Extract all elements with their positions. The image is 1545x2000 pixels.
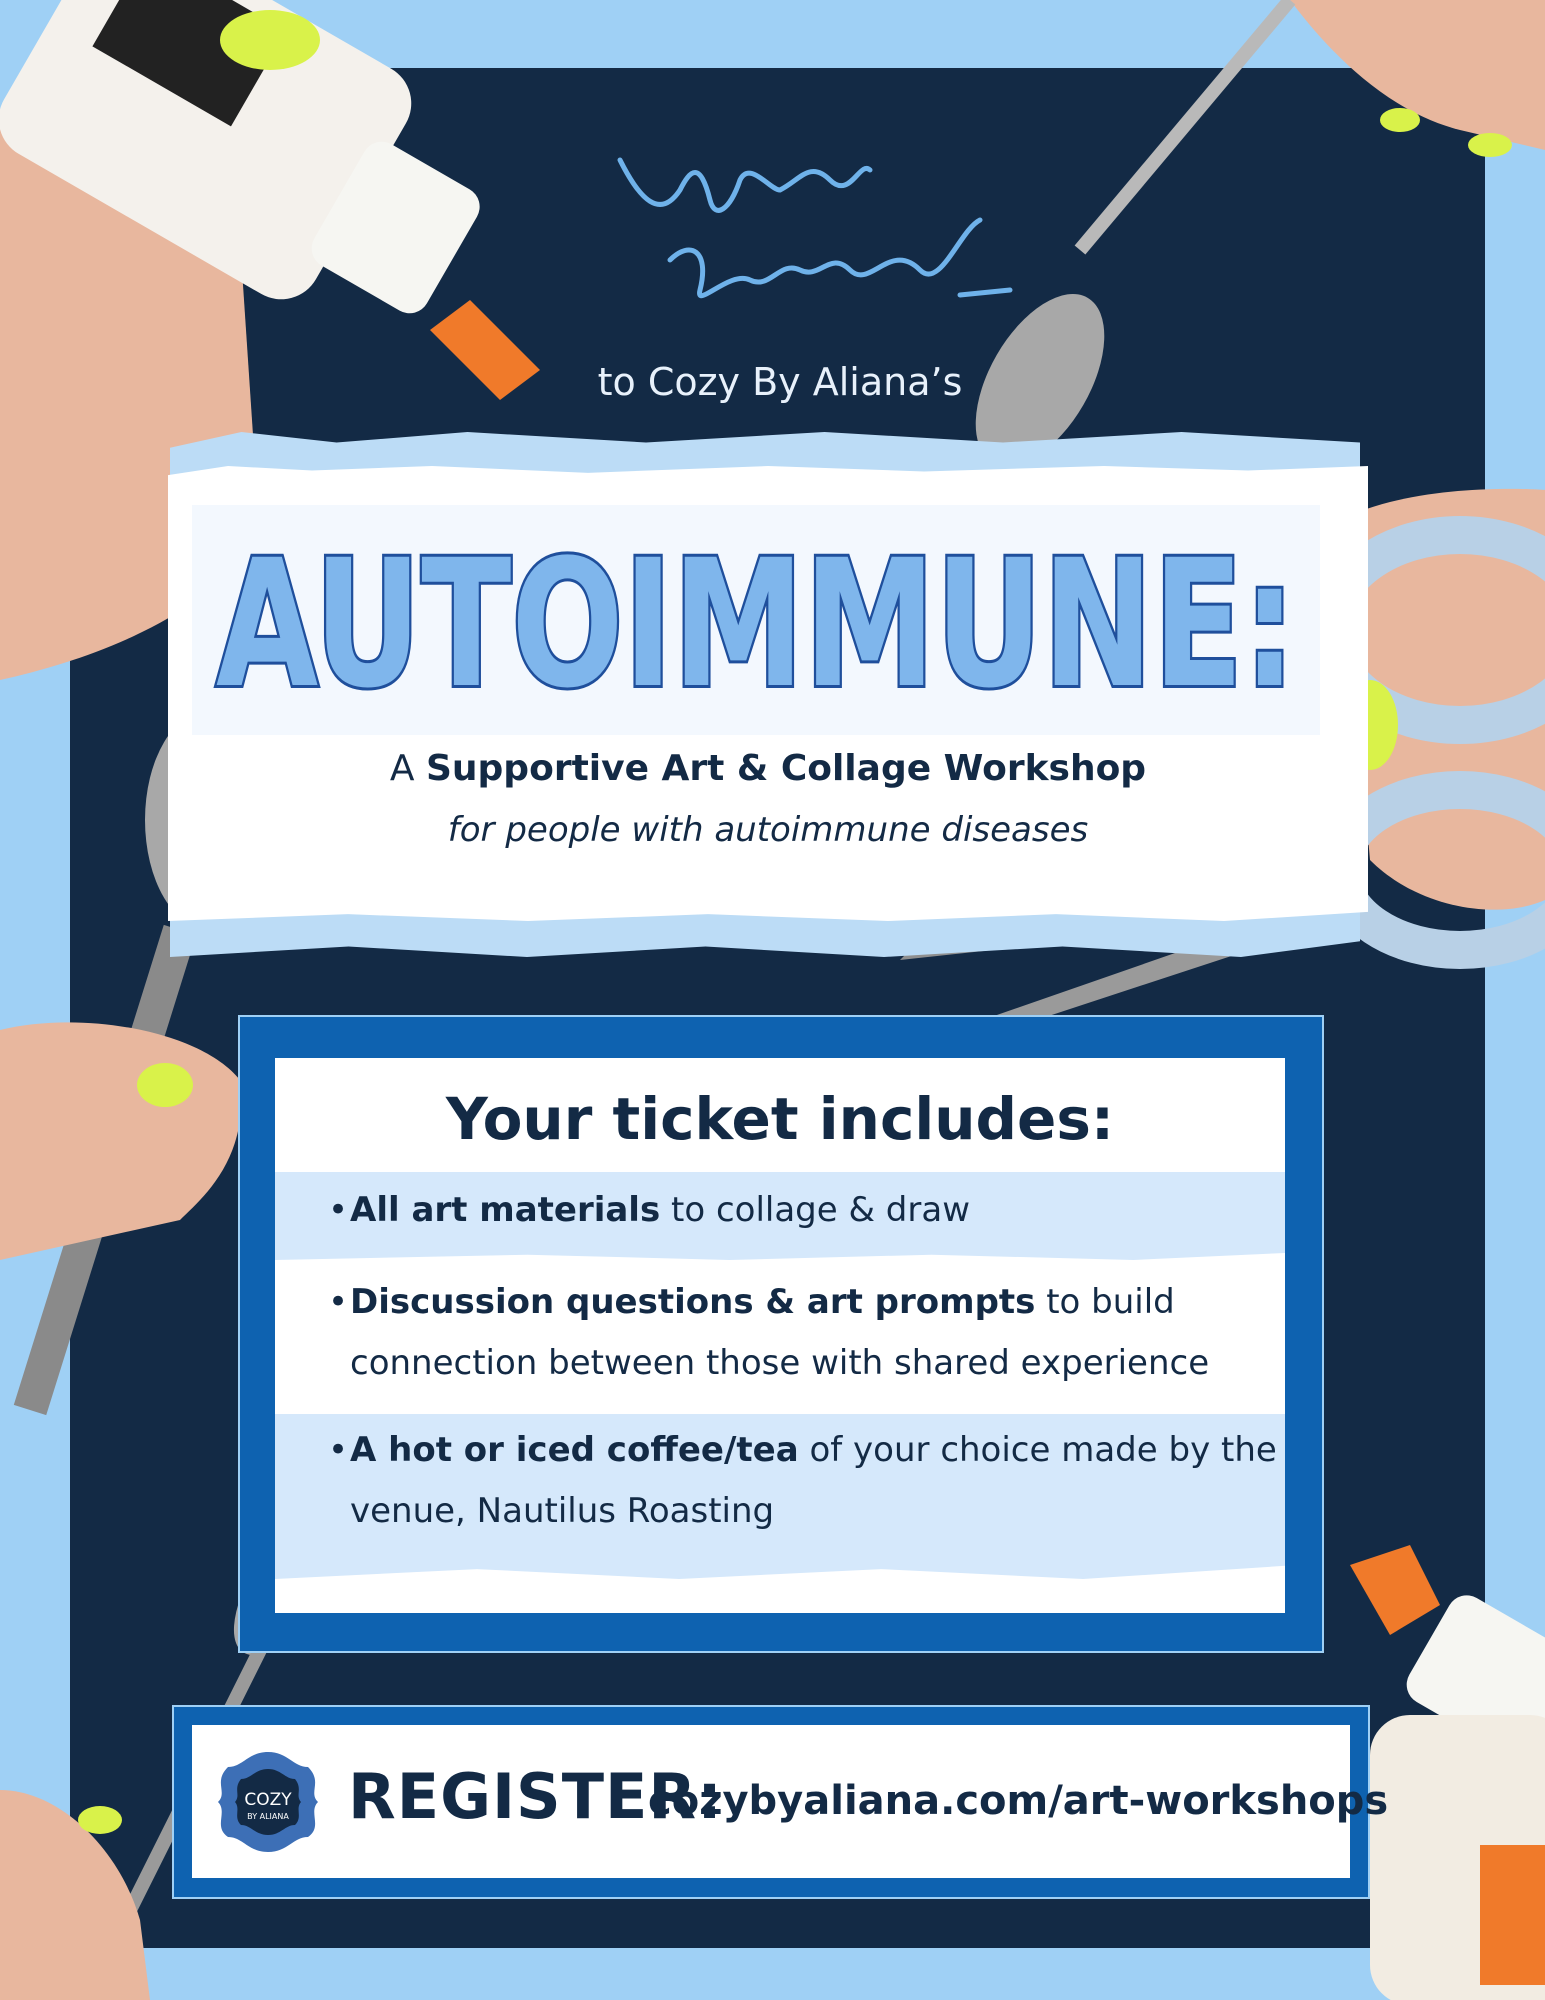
ticket-item: • Discussion questions & art prompts to build connection between those with shared experience [328, 1282, 1210, 1383]
logo-subtext: BY ALIANA [247, 1812, 289, 1821]
subtitle-prefix: A [389, 748, 426, 789]
subtitle-italic: for people with autoimmune diseases [447, 810, 1089, 850]
cozy-logo [213, 1747, 323, 1857]
register-link[interactable]: cozybyaliana.com/art-workshops [648, 1778, 1389, 1824]
invited-script [600, 120, 1020, 330]
ticket-heading: Your ticket includes: [445, 1085, 1115, 1153]
ticket-item-rest: to build connection between those with shared experience [350, 1282, 1210, 1383]
ticket-item-rest: to collage & draw [660, 1190, 971, 1230]
ticket-item-bold: All art materials [350, 1190, 661, 1230]
ticket-item-bold: Discussion questions & art prompts [350, 1282, 1036, 1322]
spoon-icon [960, 0, 1545, 480]
ticket-item-bold: A hot or iced coffee/tea [350, 1430, 799, 1470]
subtitle [168, 748, 1368, 789]
subtitle-bold: Supportive Art & Collage Workshop [425, 748, 1147, 789]
register-label: REGISTER: [348, 1760, 723, 1833]
title-heading [192, 505, 1320, 735]
title-text: AUTOIMMUNE: [216, 522, 1296, 727]
to-line: to Cozy By Aliana’s [597, 360, 963, 404]
invited-text: You're Invited! [600, 120, 608, 121]
logo-text: COZY [244, 1790, 292, 1810]
ticket-item-rest: of your choice made by the venue, Nautilus Roasting [350, 1430, 1277, 1531]
ticket-item: • A hot or iced coffee/tea of your choice made by the venue, Nautilus Roasting [328, 1430, 1277, 1531]
ticket-item: • All art materials to collage & draw [328, 1190, 971, 1230]
